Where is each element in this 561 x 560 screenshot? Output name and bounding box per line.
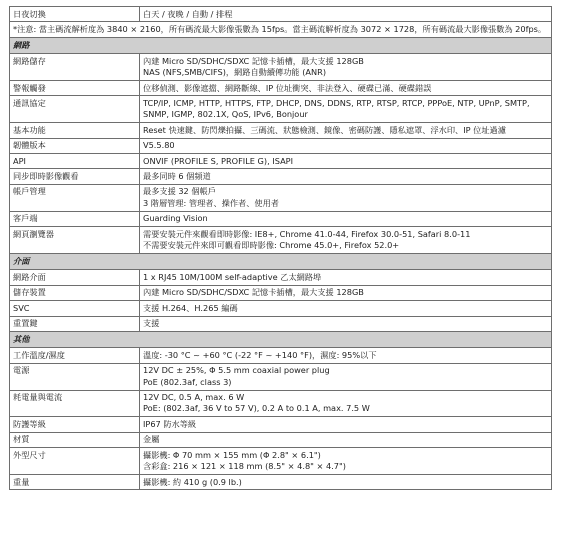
row-label: 材質 [10, 432, 140, 447]
row-label: 重量 [10, 475, 140, 490]
spec-note-row [10, 22, 552, 37]
spec-row-power [10, 363, 552, 390]
value-line: 攝影機: Φ 70 mm × 155 mm (Φ 2.8" × 6.1") [143, 449, 321, 460]
value-line: NAS (NFS,SMB/CIFS)，網路自動續傳功能 (ANR) [143, 67, 327, 78]
spec-row-network-storage [10, 54, 552, 81]
row-value: 支援 H.264、H.265 編碼 [140, 301, 552, 316]
row-label: 韌體版本 [10, 138, 140, 153]
row-value [140, 363, 552, 390]
row-value: TCP/IP, ICMP, HTTP, HTTPS, FTP, DHCP, DNS, DDNS, RTP, RTSP, RTCP, PPPoE, NTP, UPnP, SMTP, SNMP, IGMP, 802.1X, QoS, IPv6, Bonjour [140, 96, 552, 123]
row-value [140, 390, 552, 417]
row-label: 帳戶管理 [10, 184, 140, 211]
spec-row-network-interface [10, 270, 552, 285]
value-line: 最多支援 32 個帳戶 [143, 186, 216, 197]
section-title: 其他 [10, 331, 552, 347]
row-value [140, 184, 552, 211]
section-header-interface [10, 253, 552, 269]
row-label: 重置鍵 [10, 316, 140, 331]
row-value: 溫度: -30 °C ~ +60 °C (-22 °F ~ +140 °F)，濕度: 95%以下 [140, 348, 552, 363]
spec-row-firmware [10, 138, 552, 153]
row-label: 網頁瀏覽器 [10, 227, 140, 254]
row-label: 外型尺寸 [10, 448, 140, 475]
value-line: PoE (802.3af, class 3) [143, 376, 232, 387]
value-line: 內建 Micro SD/SDHC/SDXC 記憶卡插槽，最大支援 128GB [143, 55, 364, 66]
row-value: 攝影機: 約 410 g (0.9 lb.) [140, 475, 552, 490]
spec-row-basic-functions [10, 123, 552, 138]
value-line: 不需要安裝元件來即可觀看即時影像: Chrome 45.0+, Firefox 52.0+ [143, 240, 400, 250]
row-label: 通訊協定 [10, 96, 140, 123]
row-label: 同步即時影像觀看 [10, 169, 140, 184]
row-label: 電源 [10, 363, 140, 390]
row-label: SVC [10, 301, 140, 316]
row-label: 工作溫度/濕度 [10, 348, 140, 363]
row-value: IP67 防水等級 [140, 417, 552, 432]
row-value [140, 54, 552, 81]
spec-row-client [10, 211, 552, 226]
spec-row-material [10, 432, 552, 447]
spec-row-protection [10, 417, 552, 432]
spec-row-storage-device [10, 285, 552, 300]
value-line: 含彩盒: 216 × 121 × 118 mm (8.5" × 4.8" × 4.7") [143, 461, 346, 472]
row-value [140, 448, 552, 475]
row-label: 網路儲存 [10, 54, 140, 81]
spec-row-weight [10, 475, 552, 490]
spec-row-browser [10, 227, 552, 254]
row-value: 1 x RJ45 10M/100M self-adaptive 乙太網路埠 [140, 270, 552, 285]
row-label: API [10, 154, 140, 169]
value-line: PoE: (802.3af, 36 V to 57 V), 0.2 A to 0.1 A, max. 7.5 W [143, 403, 370, 414]
row-label: 日夜切換 [10, 7, 140, 22]
row-label: 警報觸發 [10, 81, 140, 96]
row-value: 最多同時 6 個頻道 [140, 169, 552, 184]
spec-row-reset-key [10, 316, 552, 331]
value-line: 需要安裝元件來觀看即時影像: IE8+, Chrome 41.0-44, Firefox 30.0-51, Safari 8.0-11 [143, 228, 471, 239]
row-value: Guarding Vision [140, 211, 552, 226]
row-value [140, 227, 552, 254]
row-value: 白天 / 夜晚 / 自動 / 排程 [140, 7, 552, 22]
row-value: 內建 Micro SD/SDHC/SDXC 記憶卡插槽，最大支援 128GB [140, 285, 552, 300]
row-value: 支援 [140, 316, 552, 331]
row-label: 客戶端 [10, 211, 140, 226]
spec-row-live-view [10, 169, 552, 184]
spec-row-day-night [10, 7, 552, 22]
value-line: 12V DC, 0.5 A, max. 6 W [143, 392, 245, 403]
spec-table [9, 6, 552, 490]
section-header-network [10, 37, 552, 53]
row-label: 網路介面 [10, 270, 140, 285]
spec-row-consumption [10, 390, 552, 417]
spec-row-svc [10, 301, 552, 316]
section-title: 網路 [10, 37, 552, 53]
spec-row-environment [10, 348, 552, 363]
section-header-other [10, 331, 552, 347]
section-title: 介面 [10, 253, 552, 269]
row-value: ONVIF (PROFILE S, PROFILE G), ISAPI [140, 154, 552, 169]
row-value: 位移偵測、影像遮擋、網路斷線、IP 位址衝突、非法登入、硬碟已滿、硬碟錯誤 [140, 81, 552, 96]
spec-row-api [10, 154, 552, 169]
value-line: 3 階層管理: 管理者、操作者、使用者 [143, 197, 279, 208]
resolution-note: *注意: 當主碼流解析度為 3840 × 2160，所有碼流最大影像張數為 15fps。當主碼流解析度為 3072 × 1728，所有碼流最大影像張數為 20fps。 [10, 22, 552, 37]
row-value: Reset 快速鍵、防閃爍拍攝、三碼流、狀態檢測、鏡像、密碼防護、隱私遮罩、浮水印、IP 位址過濾 [140, 123, 552, 138]
row-label: 儲存裝置 [10, 285, 140, 300]
row-value: 金屬 [140, 432, 552, 447]
row-label: 基本功能 [10, 123, 140, 138]
value-line: 12V DC ± 25%, Φ 5.5 mm coaxial power plug [143, 365, 330, 376]
spec-row-alarm [10, 81, 552, 96]
row-label: 防護等級 [10, 417, 140, 432]
spec-row-protocols [10, 96, 552, 123]
spec-row-dimension [10, 448, 552, 475]
row-value: V5.5.80 [140, 138, 552, 153]
row-label: 耗電量與電流 [10, 390, 140, 417]
spec-row-account [10, 184, 552, 211]
